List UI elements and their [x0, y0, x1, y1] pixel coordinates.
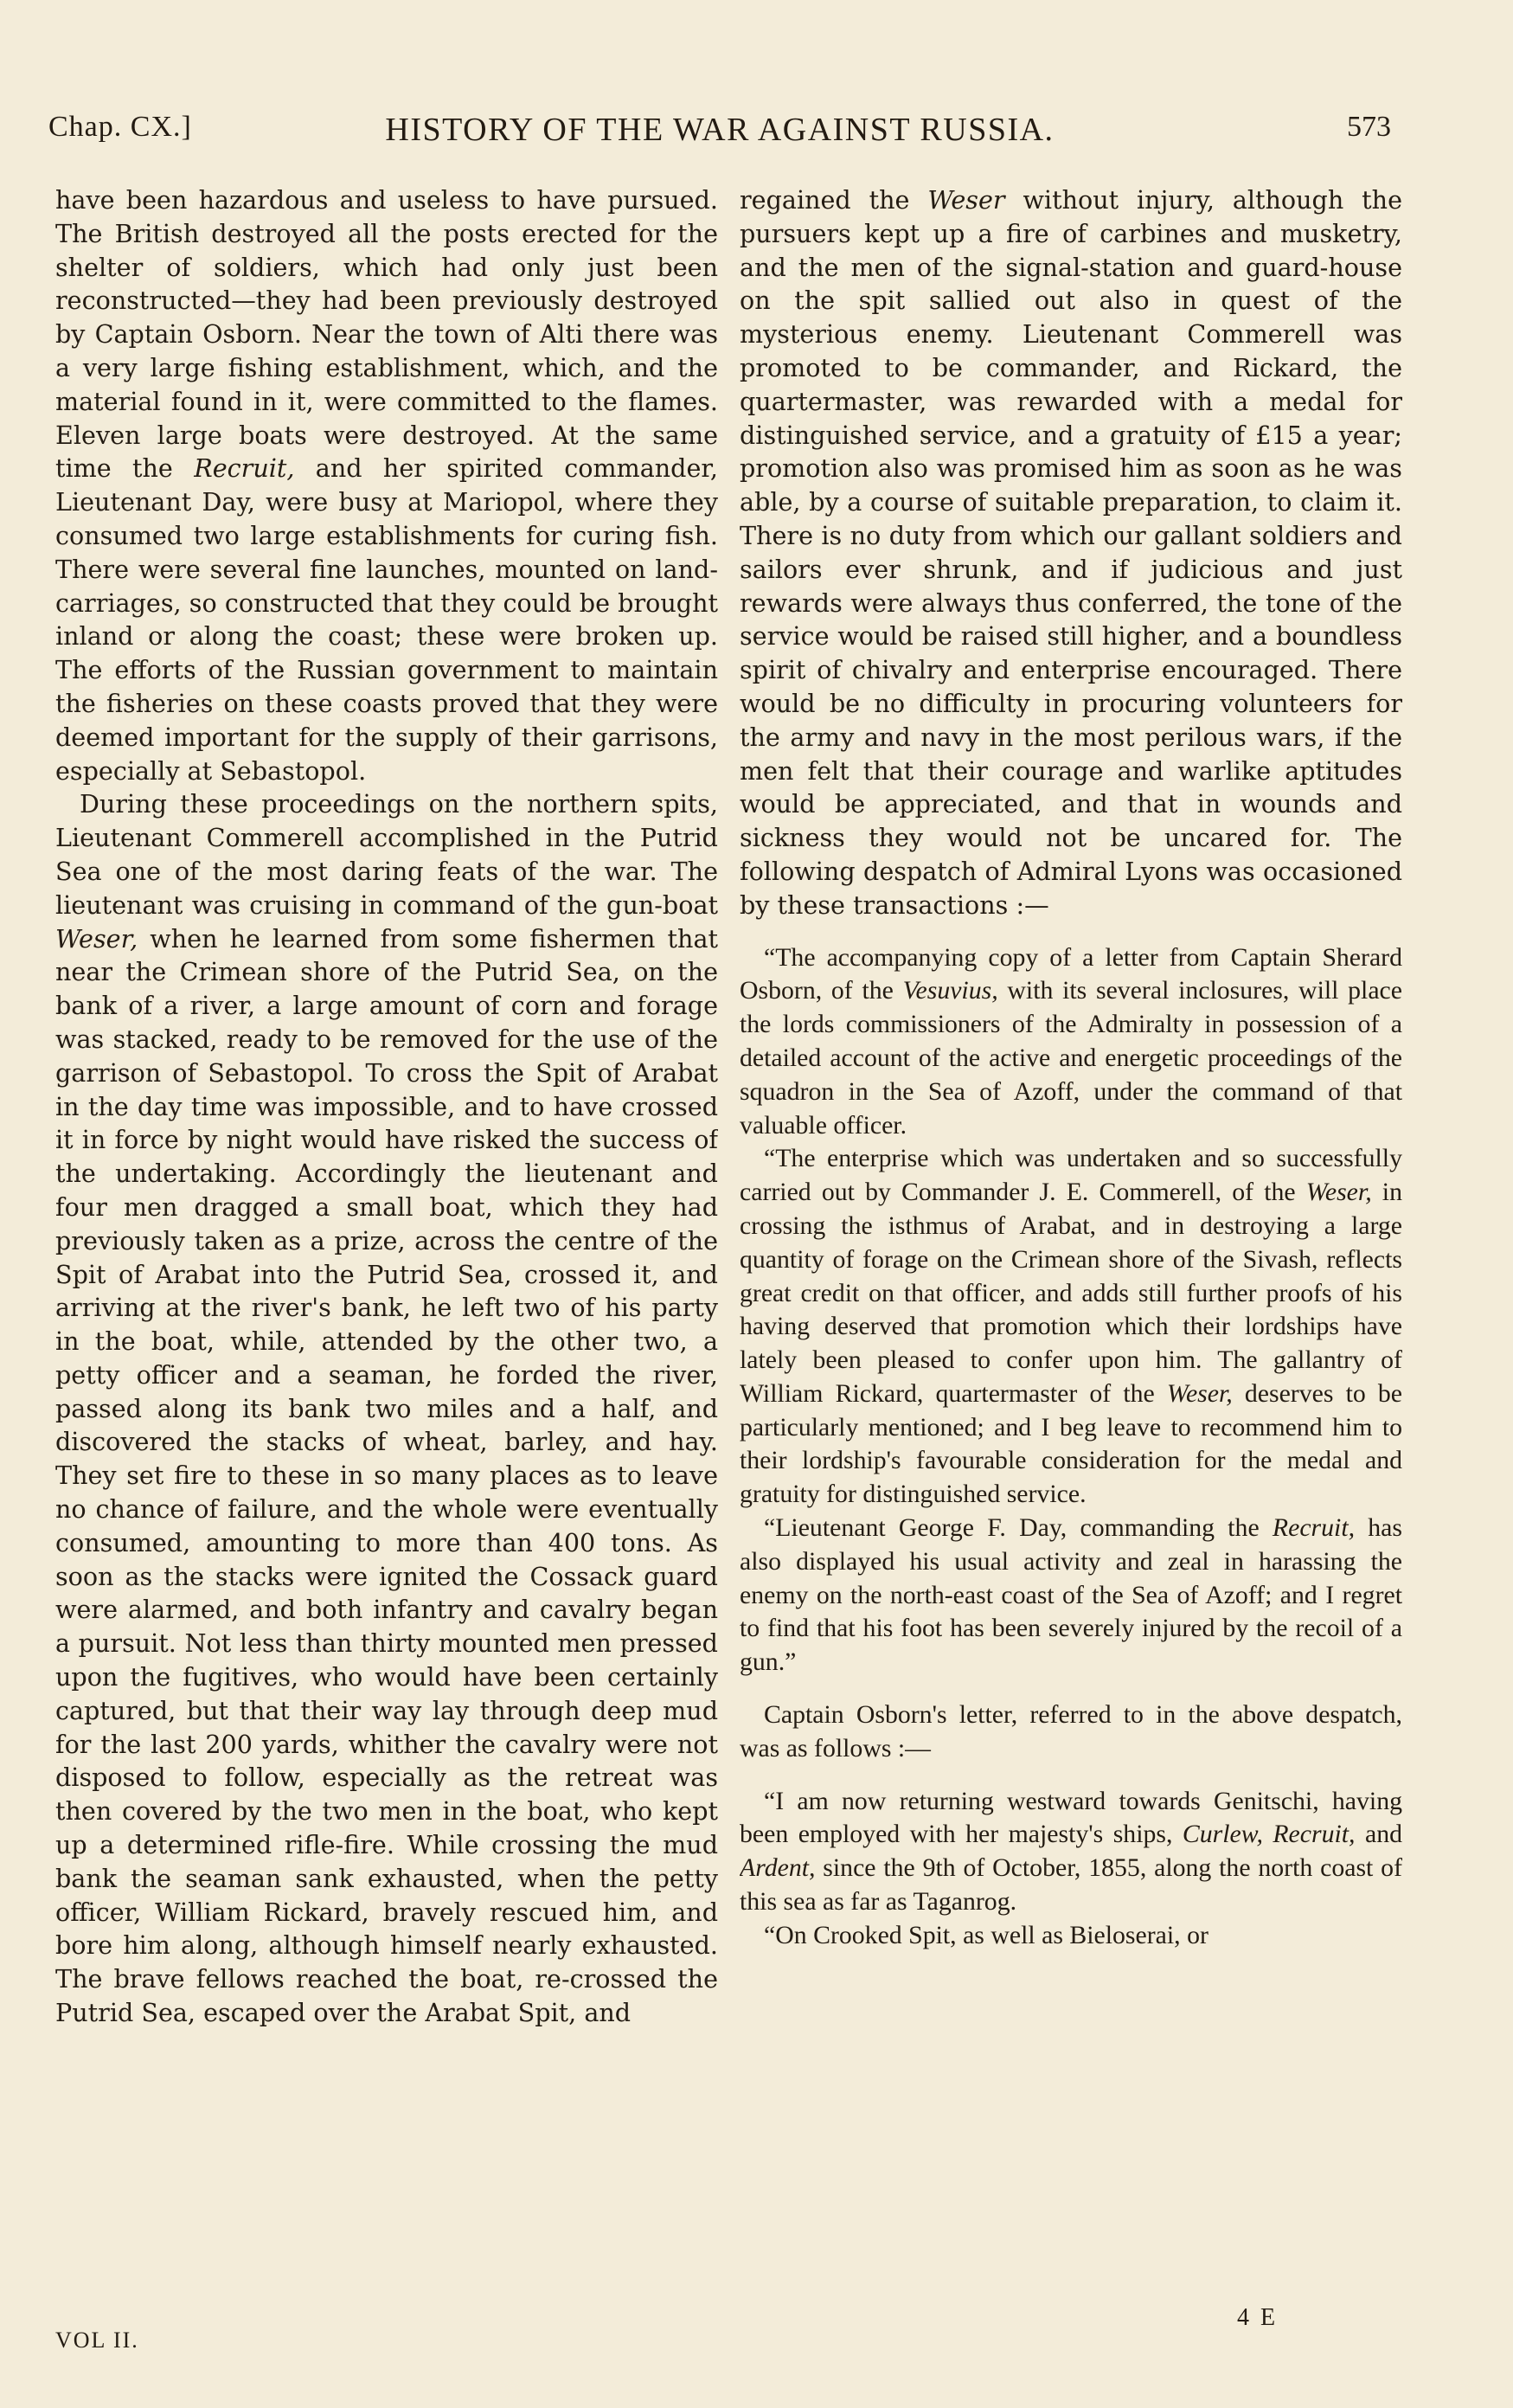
volume-label: VOL II.: [55, 2328, 139, 2353]
left-column: [55, 183, 718, 2398]
paragraph: regained the Weser without injury, although the pursuers kept up a fire of carbines and musketry, and the men of the signal-station and guard-house on the spit sallied out also in quest of the mysterious enemy. Lieutenant Commerell was promoted to be commander, and Rickard, the quartermaster, was rewarded with a medal for distinguished service, and a gratuity of £15 a year; promotion also was promised him as soon as he was able, by a course of suitable preparation, to claim it. There is no duty from which our gallant soldiers and sailors ever shrunk, and if judicious and just rewards were always thus conferred, the tone of the service would be raised still higher, and a boundless spirit of chivalry and enterprise encouraged. There would be no difficulty in procuring volunteers for the army and navy in the most perilous wars, if the men felt that their courage and warlike aptitudes would be appreciated, and that in wounds and sickness they would not be uncared for. The following despatch of Admiral Lyons was occasioned by these transactions :—: [740, 185, 1402, 920]
signature-mark: 4 E: [1237, 2304, 1279, 2331]
running-header: [48, 111, 1391, 163]
quoted-paragraph: “I am now returning westward towards Genitschi, having been employed with her majesty's ships, Curlew, Recruit, and Ardent, since the 9th of October, 1855, along the north coast of this sea as far as Taganrog.: [740, 1786, 1402, 1917]
paragraph: have been hazardous and useless to have pursued. The British destroyed all the posts erected for the shelter of soldiers, which had only just been reconstructed—they had been previously destroyed by Captain Osborn. Near the town of Alti there was a very large fishing establishment, which, and the material found in it, were committed to the flames. Eleven large boats were destroyed. At the same time the Recruit, and her spirited commander, Lieutenant Day, were busy at Mariopol, where they consumed two large establishments for curing fish. There were several fine launches, mounted on land-carriages, so constructed that they could be brought inland or along the coast; these were broken up. The efforts of the Russian government to maintain the fisheries on these coasts proved that they were deemed important for the supply of their garrisons, especially at Sebastopol.: [55, 185, 718, 786]
page-title: HISTORY OF THE WAR AGAINST RUSSIA.: [385, 112, 1055, 148]
right-column: [740, 183, 1402, 2398]
paragraph: Captain Osborn's letter, referred to in the above despatch, was as follows :—: [740, 1700, 1402, 1763]
paragraph: During these proceedings on the northern spits, Lieutenant Commerell accomplished in the Putrid Sea one of the most daring feats of the war. The lieutenant was cruising in command of the gun-boat Weser, when he learned from some fishermen that near the Crimean shore of the Putrid Sea, on the bank of a river, a large amount of corn and forage was stacked, ready to be removed for the use of the garrison of Sebastopol. To cross the Spit of Arabat in the day time was impossible, and to have crossed it in force by night would have risked the success of the undertaking. Accordingly the lieutenant and four men dragged a small boat, which they had previously taken as a prize, across the centre of the Spit of Arabat into the Putrid Sea, crossed it, and arriving at the river's bank, he left two of his party in the boat, while, attended by the other two, a petty officer and a seaman, he forded the river, passed along its bank two miles and a half, and discovered the stacks of wheat, barley, and hay. They set fire to these in so many places as to leave no chance of failure, and the whole were eventually consumed, amounting to more than 400 tons. As soon as the stacks were ignited the Cossack guard were alarmed, and both infantry and cavalry began a pursuit. Not less than thirty mounted men pressed upon the fugitives, who would have been certainly captured, but that their way lay through deep mud for the last 200 yards, whither the cavalry were not disposed to follow, especially as the retreat was then covered by the two men in the boat, who kept up a determined rifle-fire. While crossing the mud bank the seaman sank exhausted, when the petty officer, William Rickard, bravely rescued him, and bore him along, although himself nearly exhausted. The brave fellows reached the boat, re-crossed the Putrid Sea, escaped over the Arabat Spit, and: [55, 789, 718, 2028]
quoted-paragraph: “Lieutenant George F. Day, commanding the Recruit, has also displayed his usual activity and zeal in harassing the enemy on the north-east coast of the Sea of Azoff; and I regret to find that his foot has been severely injured by the recoil of a gun.”: [740, 1513, 1402, 1677]
quoted-paragraph: “The enterprise which was undertaken and so successfully carried out by Commander J. E. Commerell, of the Weser, in crossing the isthmus of Arabat, and in destroying a large quantity of forage on the Crimean shore of the Sivash, reflects great credit on that officer, and adds still further proofs of his having deserved that promotion which their lordships have lately been pleased to confer upon him. The gallantry of William Rickard, quartermaster of the Weser, deserves to be particularly mentioned; and I beg leave to recommend him to their lordship's favourable consideration for the medal and gratuity for distinguished service.: [740, 1144, 1402, 1509]
chapter-label: Chap. CX.]: [48, 111, 192, 143]
page-number: 573: [1347, 111, 1391, 143]
quoted-paragraph: “On Crooked Spit, as well as Bieloserai, or: [764, 1920, 1208, 1949]
quoted-paragraph: “The accompanying copy of a letter from Captain Sherard Osborn, of the Vesuvius, with its several inclosures, will place the lords commissioners of the Admiralty in possession of a detailed account of the active and energetic proceedings of the squadron in the Sea of Azoff, under the command of that valuable officer.: [740, 942, 1402, 1140]
